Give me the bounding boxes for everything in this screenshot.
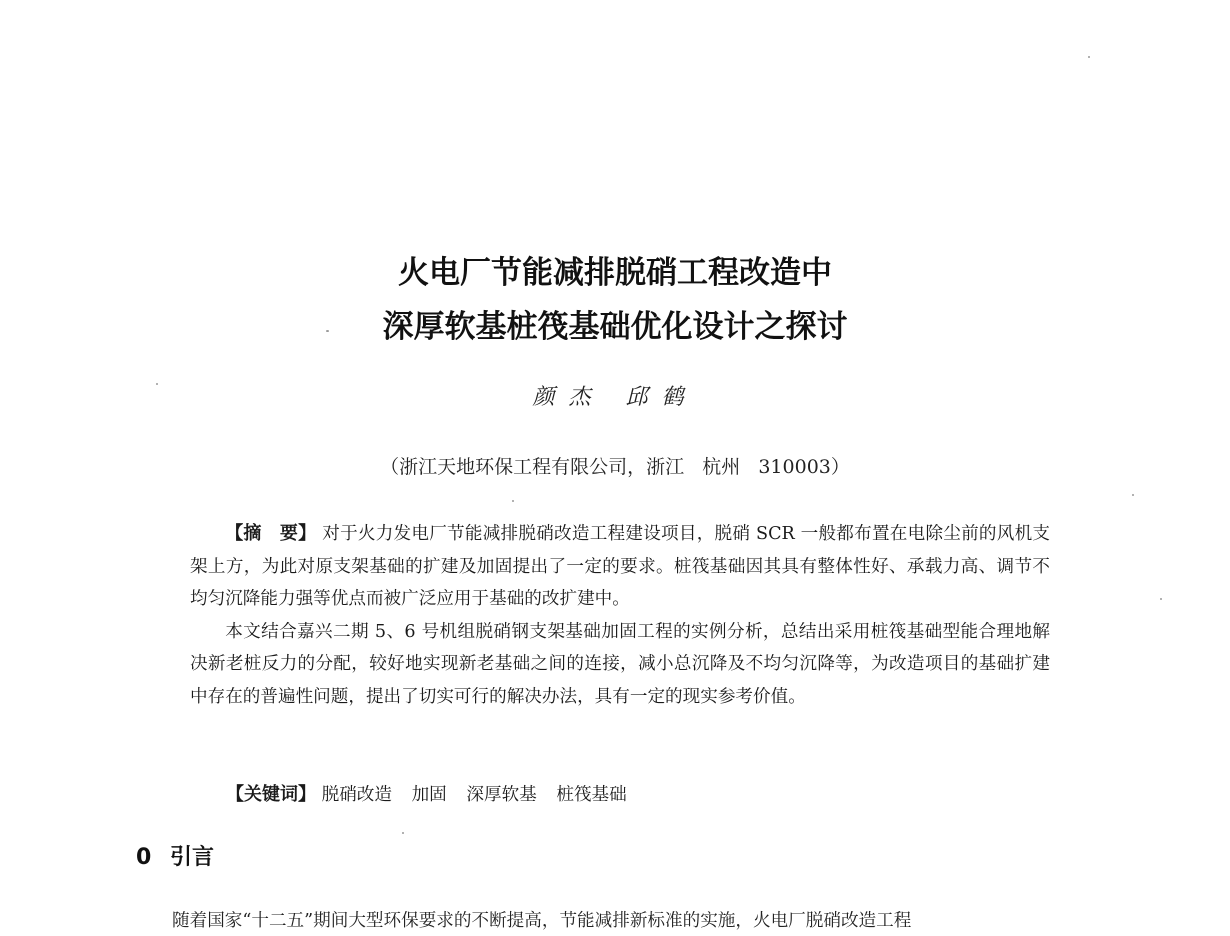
scan-speck xyxy=(512,500,514,502)
keyword-item: 桩筏基础 xyxy=(556,785,627,805)
abstract-paragraph-2: 本文结合嘉兴二期 5、6 号机组脱硝钢支架基础加固工程的实例分析，总结出采用桩筏基础型能合理地解决新老桩反力的分配，较好地实现新老基础之间的连接，减小总沉降及不均匀沉降等，为改造项目的基础扩建中存在的普遍性问题，提出了切实可行的解决办法，具有一定的现实参考价值。 xyxy=(190,621,1050,707)
scan-speck xyxy=(156,383,158,385)
section-number: 0 xyxy=(136,845,152,870)
keywords-label: 【关键词】 xyxy=(226,784,316,805)
section-title: 引言 xyxy=(170,845,215,870)
section-heading xyxy=(136,840,214,871)
abstract-paragraph-1 xyxy=(190,518,1050,616)
title-line-1: 火电厂节能减排脱硝工程改造中 xyxy=(398,255,832,291)
affiliation: （浙江天地环保工程有限公司，浙江 杭州 310003） xyxy=(380,456,850,478)
abstract xyxy=(190,518,1050,713)
keyword-item: 深厚软基 xyxy=(466,785,537,805)
abstract-label: 【摘 要】 xyxy=(225,523,317,544)
scan-speck xyxy=(1088,56,1090,58)
authors: 颜杰 邱鹤 xyxy=(532,385,698,410)
title-line-2: 深厚软基桩筏基础优化设计之探讨 xyxy=(382,309,848,345)
scan-speck xyxy=(402,832,404,834)
body-text-partial: 随着国家“十二五”期间大型环保要求的不断提高，节能减排新标准的实施，火电厂脱硝改造工程 xyxy=(172,911,912,931)
scan-speck xyxy=(1160,598,1162,600)
keyword-item: 脱硝改造 xyxy=(321,785,392,805)
article-title xyxy=(0,246,1230,354)
keyword-item: 加固 xyxy=(411,785,447,805)
keywords xyxy=(226,779,1046,811)
abstract-text-1: 对于火力发电厂节能减排脱硝改造工程建设项目，脱硝 SCR 一般都布置在电除尘前的风机支架上方，为此对原支架基础的扩建及加固提出了一定的要求。桩筏基础因其具有整体性好、承载力高、调节不均匀沉降能力强等优点而被广泛应用于基础的改扩建中。 xyxy=(190,524,1051,609)
scan-speck xyxy=(326,330,329,332)
scan-speck xyxy=(1132,494,1134,496)
